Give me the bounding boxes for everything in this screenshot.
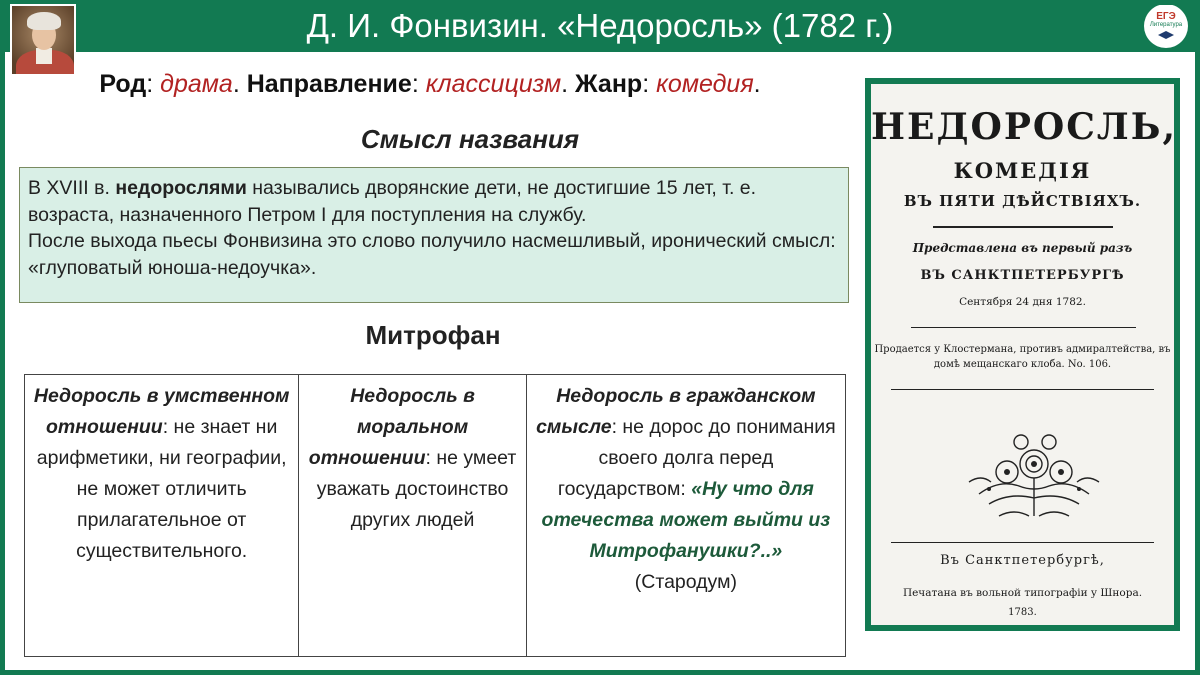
column-body: не знает ни арифметики, ни географии, не может отличить прилагательное от существительного. <box>36 416 287 562</box>
divider-line <box>911 327 1136 328</box>
rod-value: драма <box>160 70 233 98</box>
column-body: не дорос до понимания своего долга перед государством: <box>557 416 836 500</box>
book-date: Сентября 24 дня 1782. <box>959 296 1086 308</box>
flower-ornament-icon <box>959 424 1109 524</box>
book-presented: Представлена въ первый разъ <box>912 241 1133 255</box>
starodum-quote: «Ну что для отечества может выйти из Митрофанушки?..» <box>541 478 831 562</box>
table-column-mental: Недоросль в умственном отношении: не знает ни арифметики, ни географии, не может отличить прилагательное от существительного. <box>25 375 299 656</box>
genre-value: комедия <box>656 70 754 98</box>
direction-value: классицизм <box>425 70 562 98</box>
quote-author: (Стародум) <box>634 571 737 593</box>
mitrofan-heading: Митрофан <box>365 320 501 350</box>
page-title: Д. И. Фонвизин. «Недоросль» (1782 г.) <box>306 7 894 44</box>
table-column-moral: Недоросль в моральном отношении: не умеет уважать достоинство других людей <box>299 375 526 656</box>
genre-line: Род: драма. Направление: классицизм. Жанр: комедия. <box>99 70 761 98</box>
meaning-paragraph-2: После выхода пьесы Фонвизина это слово получило насмешливый, иронический смысл: «глуповатый юноша-недоучка». <box>28 230 836 279</box>
direction-label: Направление <box>246 70 412 98</box>
divider-line <box>891 542 1154 543</box>
divider-line <box>933 226 1113 228</box>
divider-line <box>891 389 1154 390</box>
column-heading: Недоросль в моральном отношении <box>308 385 475 469</box>
rod-label: Род <box>99 70 147 98</box>
mitrofan-table <box>24 374 846 657</box>
book-city: ВЪ САНКТПЕТЕРБУРГѢ <box>920 268 1125 283</box>
column-body: не умеет уважать достоинство других людей <box>316 447 517 531</box>
title-page <box>871 84 1177 625</box>
meaning-paragraph-1: В XVIII в. недорослями назывались дворянские дети, не достигшие 15 лет, т. е. возраста, назначенного Петром I для поступления на службу. <box>28 177 757 226</box>
imprint-printer: Печатана въ вольной типографіи у Шнора. <box>902 587 1143 599</box>
book-acts: ВЪ ПЯТИ ДѢЙСТВІЯХЪ. <box>903 192 1142 210</box>
book-sold: Продается у Клостермана, противъ адмиралтейства, въ домѣ мещанскаго клоба. No. 106. <box>874 344 1171 370</box>
logo-subtext: Литература <box>1149 22 1183 28</box>
book-title: НЕДОРОСЛЬ, <box>871 106 1177 148</box>
column-heading: Недоросль в умственном отношении <box>33 385 290 438</box>
title-page-image <box>865 78 1180 631</box>
genre-label: Жанр <box>575 70 643 98</box>
imprint-year: 1783. <box>1008 607 1037 618</box>
column-heading: Недоросль в гражданском смысле <box>536 385 816 438</box>
book-subtitle: КОМЕДІЯ <box>953 158 1092 183</box>
table-column-civic: Недоросль в гражданском смысле: не дорос до понимания своего долга перед государством: «Ну что для отечества может выйти из Митрофанушки?..» (Стародум) <box>536 385 836 593</box>
meaning-heading: Смысл названия <box>360 124 580 154</box>
logo-text: ЕГЭ <box>1156 11 1176 22</box>
imprint-city: Въ Санктпетербургѣ, <box>940 553 1105 568</box>
meaning-box <box>19 167 849 303</box>
author-portrait <box>10 4 76 76</box>
